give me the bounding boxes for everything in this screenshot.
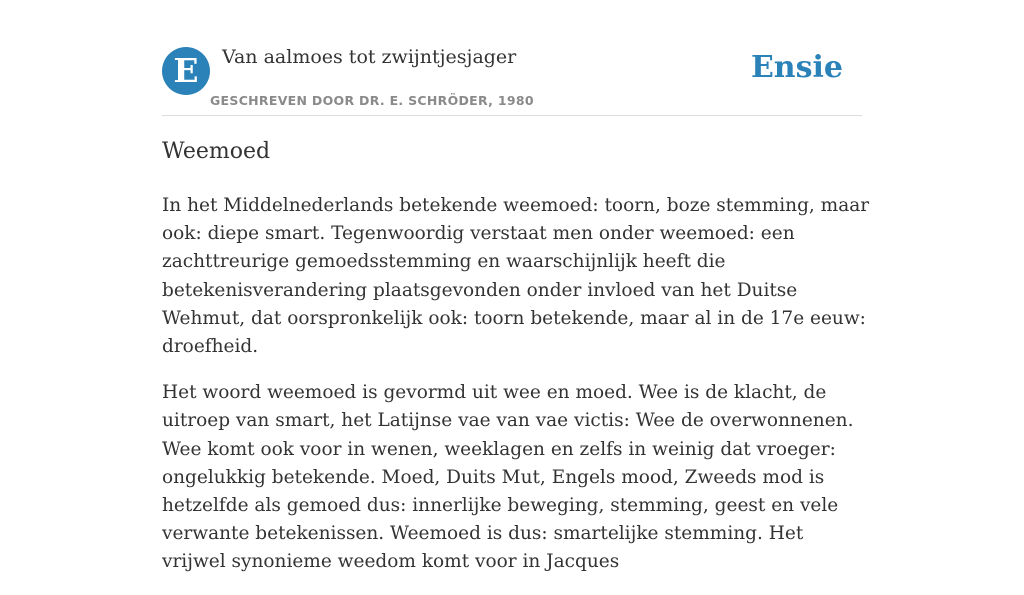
entry-content xyxy=(162,192,870,595)
book-logo-icon[interactable]: E xyxy=(162,47,210,95)
paragraph: In het Middelnederlands betekende weemoed: toorn, boze stemming, maar ook: diepe smart. Tegenwoordig verstaat men onder weemoed: een zachttreurige gemoedsstemming en waarschijnlijk heeft die betekenisverandering plaatsgevonden onder invloed van het Duitse Wehmut, dat oorspronkelijk ook: toorn betekende, maar al in de 17e eeuw: droefheid. xyxy=(162,195,870,358)
book-title[interactable]: Van aalmoes tot zwijntjesjager xyxy=(222,46,517,68)
header-divider xyxy=(162,115,862,116)
header xyxy=(162,46,862,116)
entry-title: Weemoed xyxy=(162,139,271,164)
author-line: GESCHREVEN DOOR DR. E. SCHRÖDER, 1980 xyxy=(210,93,534,108)
brand-logo[interactable]: Ensie xyxy=(750,50,843,85)
paragraph: Het woord weemoed is gevormd uit wee en moed. Wee is de klacht, de uitroep van smart, het Latijnse vae van vae victis: Wee de overwonnenen. Wee komt ook voor in wenen, weeklagen en zelfs in weinig dat vroeger: ongelukkig betekende. Moed, Duits Mut, Engels mood, Zweeds mod is hetzelfde als gemoed dus: innerlijke beweging, stemming, geest en vele verwante betekenissen. Weemoed is dus: smartelijke stemming. Het vrijwel synonieme weedom komt voor in Jacques xyxy=(162,382,854,573)
